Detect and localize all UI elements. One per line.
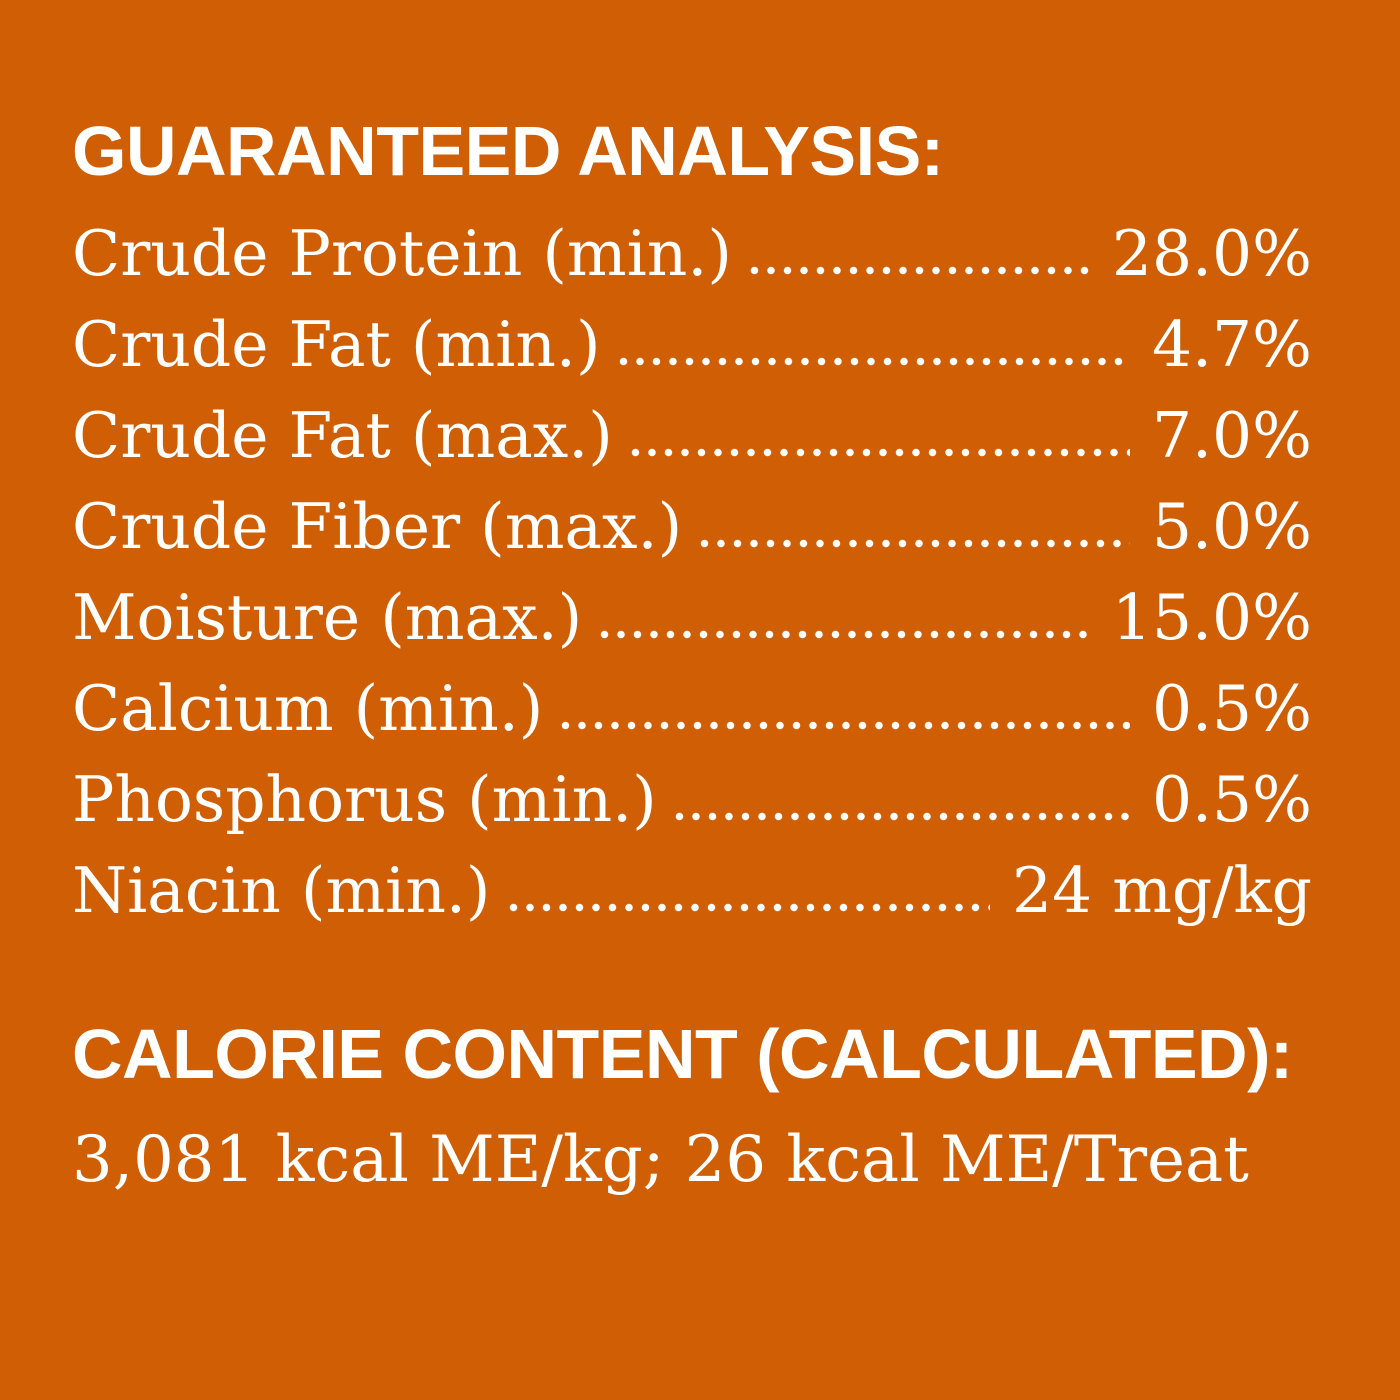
guaranteed-analysis-table (72, 217, 1312, 927)
analysis-row (72, 217, 1312, 290)
nutrient-label: Phosphorus (min.) (72, 763, 657, 836)
nutrient-value: 0.5% (1151, 763, 1312, 836)
nutrient-label: Crude Protein (min.) (72, 217, 732, 290)
dot-leader (675, 812, 1130, 821)
nutrient-value: 15.0% (1111, 581, 1312, 654)
nutrient-value: 28.0% (1111, 217, 1312, 290)
dot-leader (600, 630, 1090, 639)
analysis-row (72, 581, 1312, 654)
nutrient-value: 5.0% (1151, 490, 1312, 563)
analysis-row (72, 854, 1312, 927)
nutrient-value: 0.5% (1151, 672, 1312, 745)
dot-leader (700, 539, 1130, 548)
nutrient-label: Crude Fat (min.) (72, 308, 601, 381)
calorie-content-value: 3,081 kcal ME/kg; 26 kcal ME/Treat (72, 1123, 1249, 1197)
dot-leader (631, 448, 1130, 457)
analysis-row (72, 672, 1312, 745)
nutrient-value: 24 mg/kg (1012, 854, 1312, 927)
analysis-row (72, 399, 1312, 472)
analysis-row (72, 308, 1312, 381)
dot-leader (750, 266, 1090, 275)
calorie-content-title: CALORIE CONTENT (CALCULATED): (72, 1015, 1293, 1093)
nutrient-label: Crude Fiber (max.) (72, 490, 683, 563)
dot-leader (561, 721, 1130, 730)
nutrient-label: Moisture (max.) (72, 581, 583, 654)
nutrient-label: Niacin (min.) (72, 854, 491, 927)
analysis-row (72, 490, 1312, 563)
nutrient-label: Crude Fat (max.) (72, 399, 613, 472)
nutrient-label: Calcium (min.) (72, 672, 544, 745)
nutrient-value: 7.0% (1151, 399, 1312, 472)
dot-leader (509, 903, 990, 912)
dot-leader (619, 357, 1130, 366)
guaranteed-analysis-title: GUARANTEED ANALYSIS: (72, 112, 944, 190)
analysis-row (72, 763, 1312, 836)
nutrient-value: 4.7% (1151, 308, 1312, 381)
